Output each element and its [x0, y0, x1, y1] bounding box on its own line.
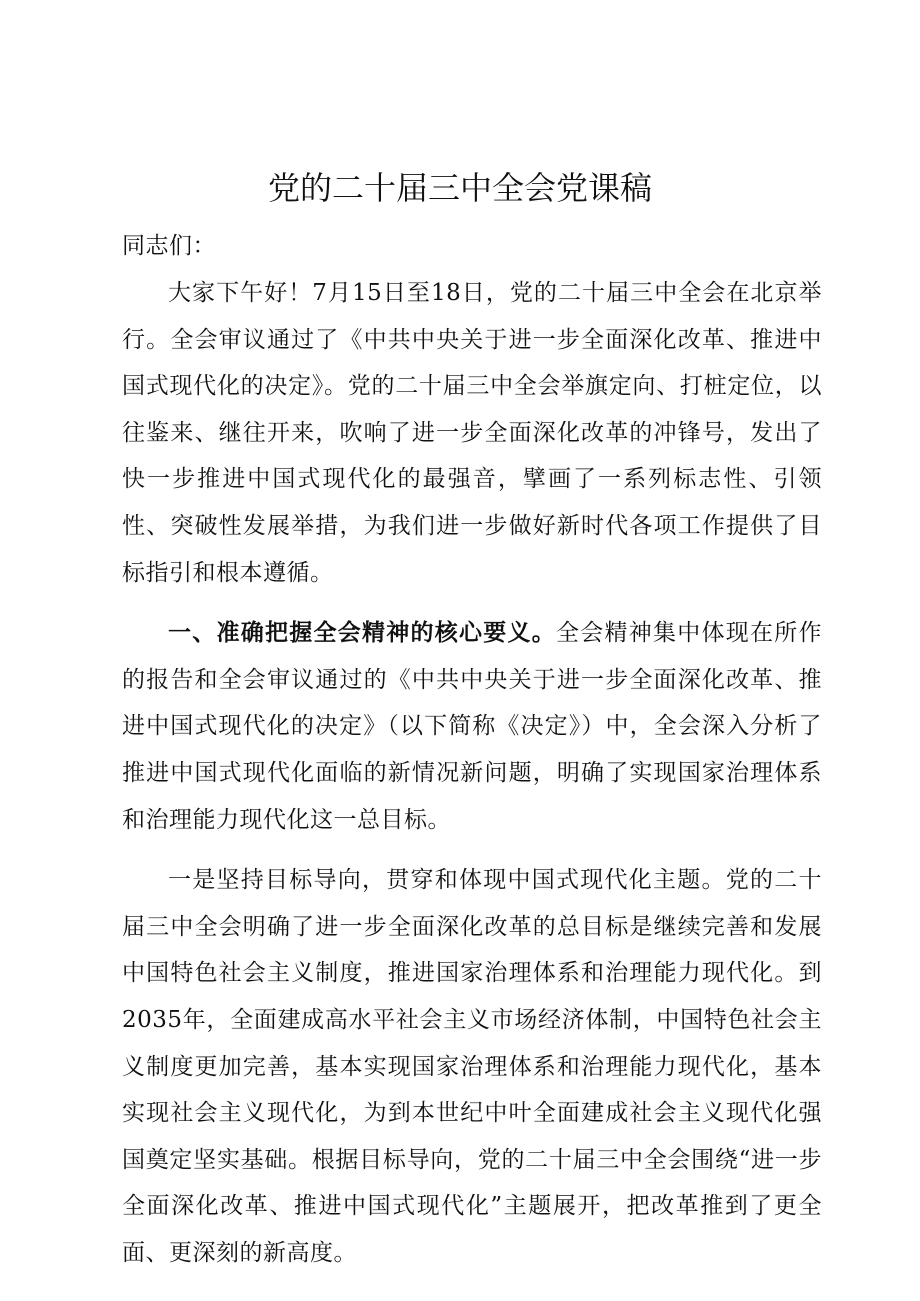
section-text: 全会精神集中体现在所作的报告和全会审议通过的《中共中央关于进一步全面深化改革、推进中国式现代化的决定》（以下简称《决定》）中，全会深入分析了推进中国式现代化面临的新情况新问题，明确了实现国家治理体系和治理能力现代化这一总目标。	[122, 620, 822, 833]
document-body	[122, 226, 822, 1276]
section-heading: 一、准确把握全会精神的核心要义。	[168, 620, 556, 647]
paragraph-goal-orientation: 一是坚持目标导向，贯穿和体现中国式现代化主题。党的二十届三中全会明确了进一步全面深化改革的总目标是继续完善和发展中国特色社会主义制度，推进国家治理体系和治理能力现代化。到2035年，全面建成高水平社会主义市场经济体制，中国特色社会主义制度更加完善，基本实现国家治理体系和治理能力现代化，基本实现社会主义现代化，为到本世纪中叶全面建成社会主义现代化强国奠定坚实基础。根据目标导向，党的二十届三中全会围绕“进一步全面深化改革、推进中国式现代化”主题展开，把改革推到了更全面、更深刻的新高度。	[122, 867, 822, 1266]
paragraph-section-one	[122, 610, 822, 843]
salutation: 同志们：	[122, 233, 216, 259]
document-title: 党的二十届三中全会党课稿	[267, 169, 652, 207]
paragraph-opening: 大家下午好！7月15日至18日，党的二十届三中全会在北京举行。全会审议通过了《中共中央关于进一步全面深化改革、推进中国式现代化的决定》。党的二十届三中全会举旗定向、打桩定位，以往鉴来、继往开来，吹响了进一步全面深化改革的冲锋号，发出了快一步推进中国式现代化的最强音，擘画了一系列标志性、引领性、突破性发展举措，为我们进一步做好新时代各项工作提供了目标指引和根本遵循。	[122, 280, 822, 586]
